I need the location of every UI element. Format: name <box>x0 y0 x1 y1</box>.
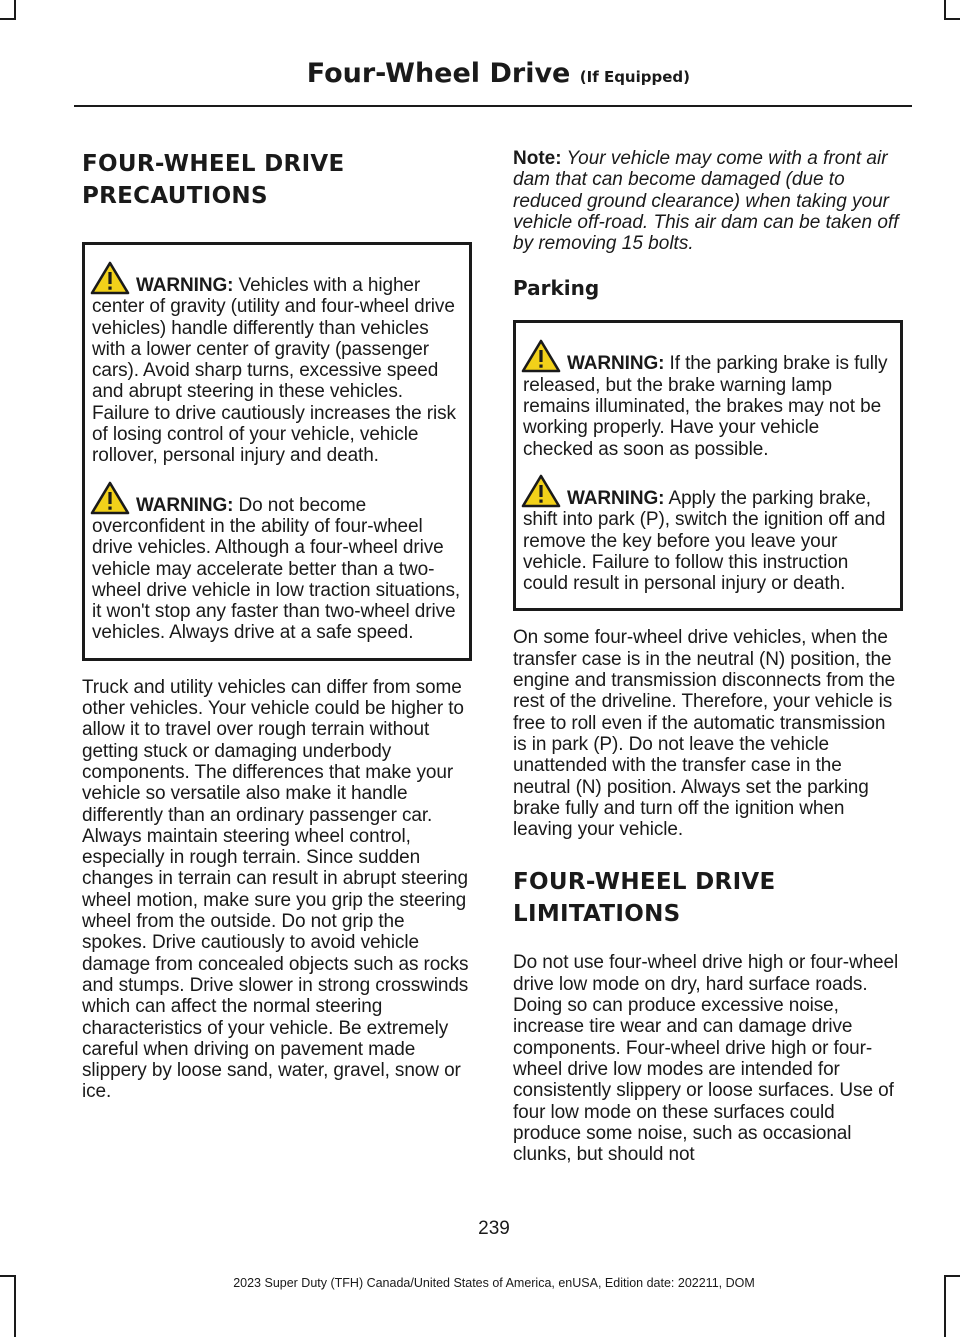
header-qualifier: (If Equipped) <box>579 68 690 86</box>
section-title-line: FOUR-WHEEL DRIVE <box>513 869 776 896</box>
warning-item <box>92 481 461 644</box>
section-title-line: FOUR-WHEEL DRIVE <box>82 151 345 177</box>
section-title-line: PRECAUTIONS <box>82 183 268 209</box>
warning-box <box>513 320 903 611</box>
body-paragraph: On some four-wheel drive vehicles, when the transfer case is in the neutral (N) position, the engine and transmission disconnects from the rest of the driveline. Therefore, your vehicle is free to roll even if the automatic transmission is in park (P). Do not leave the vehicle unattended with the transfer case in the neutral (N) position. Always set the parking brake fully and turn off the ignition when leaving your vehicle. <box>513 627 896 841</box>
warning-triangle-icon <box>521 339 561 373</box>
warning-text: Apply the parking brake, shift into park (P), switch the ignition off and remove the key before you leave your vehicle. Failure to follow this instruction could result in personal injury or death. <box>523 487 886 595</box>
header-rule <box>74 105 912 107</box>
warning-label: WARNING: <box>136 275 234 296</box>
warning-text: If the parking brake is fully released, but the brake warning lamp remains illuminated, the brakes may not be working properly. Have your vehicle checked as soon as possible. <box>523 353 888 460</box>
section-title-limitations <box>513 866 903 930</box>
right-column <box>513 148 903 1165</box>
warning-text: Vehicles with a higher center of gravity (utility and four-wheel drive vehicles) handle differently than vehicles with a lower center of gravity (passenger cars). Avoid sharp turns, excessive speed and abrupt steering in these vehicles. Failure to drive cautiously increases the risk of losing control of your vehicle, vehicle rollover, personal injury and death. <box>92 275 456 467</box>
crop-mark <box>944 0 946 20</box>
crop-mark <box>14 0 16 20</box>
subsection-title-parking: Parking <box>513 276 600 301</box>
section-title-precautions <box>82 148 472 212</box>
edition-line: 2023 Super Duty (TFH) Canada/United States of America, enUSA, Edition date: 202211, DOM <box>233 1276 755 1290</box>
note-paragraph <box>513 148 903 254</box>
note-label: Note: <box>513 148 562 169</box>
warning-text: Do not become overconfident in the ability of four-wheel drive vehicles. Although a four-wheel drive vehicle may accelerate better than a two-wheel drive vehicle in low traction situations, it won't stop any faster than two-wheel drive vehicles. Always drive at a safe speed. <box>92 494 461 644</box>
section-title-line: LIMITATIONS <box>513 901 681 928</box>
note-text: Your vehicle may come with a front air dam that can become damaged (due to reduced ground clearance) when taking your vehicle off-road. This air dam can be taken off by removing 15 bolts. <box>513 148 899 255</box>
page-number: 239 <box>478 1218 510 1239</box>
body-paragraph: Do not use four-wheel drive high or four-wheel drive low mode on dry, hard surface roads. Doing so can produce excessive noise, increase tire wear and can damage drive components. Four-wheel drive high or four-wheel drive low modes are intended for consistently slippery or loose surfaces. Use of four low mode on these surfaces could produce some noise, such as occasional clunks, but should not <box>513 952 899 1166</box>
body-paragraph: Truck and utility vehicles can differ from some other vehicles. Your vehicle could be higher to allow it to travel over rough terrain without getting stuck or damaging underbody components. The differences that make your vehicle so versatile also make it handle differently than an ordinary passenger car. Always maintain steering wheel control, especially in rough terrain. Since sudden changes in terrain can result in abrupt steering wheel motion, make sure you grip the steering wheel from the outside. Do not grip the spokes. Drive cautiously to avoid vehicle damage from concealed objects such as rocks and stumps. Drive slower in strong crosswinds which can affect the normal steering characteristics of your vehicle. Be extremely careful when driving on pavement made slippery by loose sand, water, gravel, snow or ice. <box>82 676 469 1103</box>
warning-triangle-icon <box>90 481 130 515</box>
left-column <box>82 148 472 1103</box>
warning-box <box>82 242 472 661</box>
warning-label: WARNING: <box>567 353 665 375</box>
warning-label: WARNING: <box>136 494 234 516</box>
header-title-text: Four-Wheel Drive <box>306 58 571 89</box>
page-header-title <box>307 58 690 89</box>
warning-item <box>523 474 892 594</box>
warning-label: WARNING: <box>567 487 665 509</box>
warning-item <box>523 339 892 459</box>
warning-item <box>92 261 461 467</box>
warning-triangle-icon <box>90 261 130 295</box>
crop-mark <box>944 18 960 20</box>
crop-mark <box>0 18 16 20</box>
warning-triangle-icon <box>521 474 561 508</box>
